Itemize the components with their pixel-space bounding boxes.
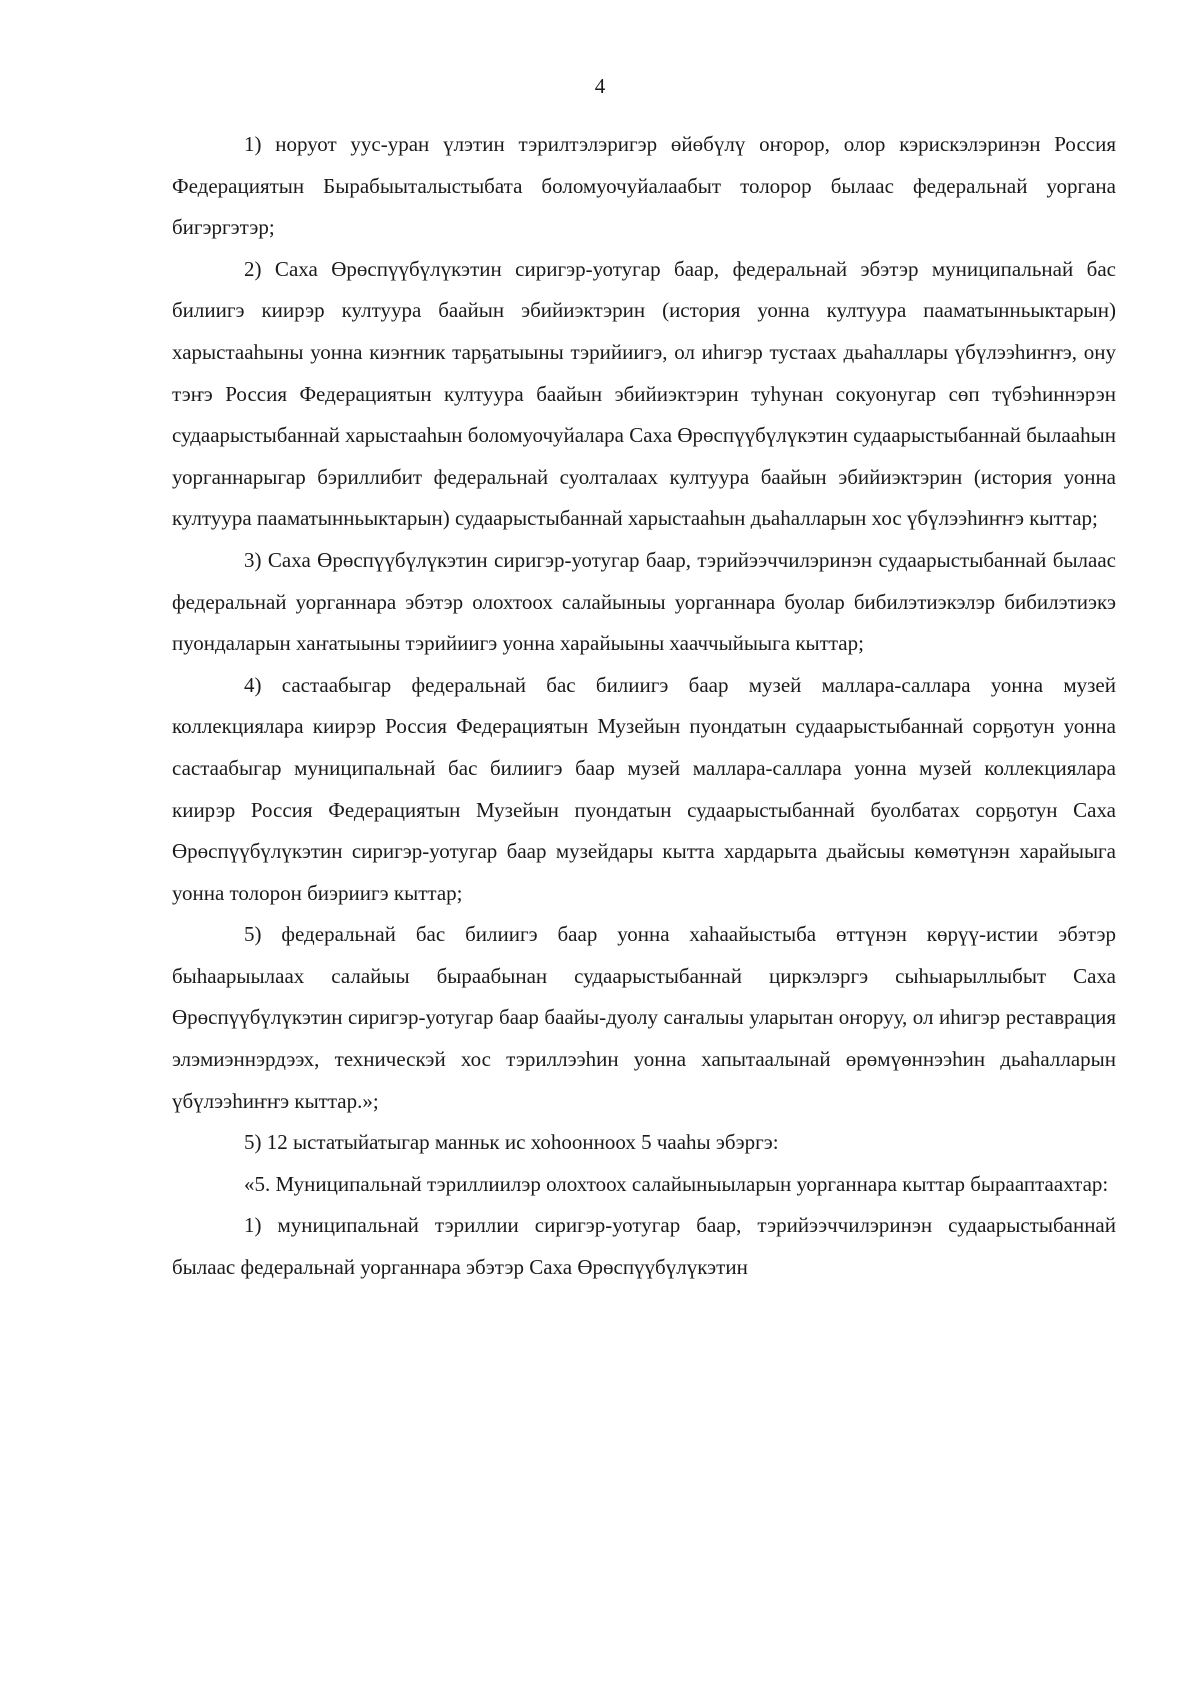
paragraph: 3) Саха Өрөспүүбүлүкэтин сиригэр-уотугар баар, тэрийээччилэринэн судаарыстыбаннай былаас федеральнай уорганнара эбэтэр олохтоох салайыныы уорганнара буолар бибилэтиэкэлэр бибилэтиэкэ пуондаларын хаҥатыыны тэрийиигэ уонна харайыыны хааччыйыыга кыттар; xyxy=(172,547,1116,656)
paragraph: 5) федеральнай бас билиигэ баар уонна хаһаайыстыба өттүнэн көрүү-истии эбэтэр быһаарыылаах салайыы быраабынан судаарыстыбаннай циркэлэргэ сыһыарыллыбыт Саха Өрөспүүбүлүкэтин сиригэр-уотугар баар баайы-дуолу саҥалыы уларытан оҥоруу, ол иһигэр реставрация элэмиэннэрдээх, техническэй хос тэриллээһин уонна хапытаалынай өрөмүөннээһин дьаһалларын үбүлээһиҥҥэ кыттар.»; xyxy=(172,922,1116,1113)
paragraph: 4) састаабыгар федеральнай бас билиигэ баар музей маллара-саллара уонна музей коллекциялара киирэр Россия Федерациятын Музейын пуондатын судаарыстыбаннай сорҕотун уонна састаабыгар муниципальнай бас билиигэ баар музей маллара-саллара уонна музей коллекциялара киирэр Россия Федерациятын Музейын пуондатын судаарыстыбаннай буолбатах сорҕотун Саха Өрөспүүбүлүкэтин сиригэр-уотугар баар музейдары кытта хардарыта дьайсыы көмөтүнэн харайыыга уонна толорон биэриигэ кыттар; xyxy=(172,672,1116,905)
document-body xyxy=(172,124,1116,1289)
page-number: 4 xyxy=(594,74,606,98)
paragraph: 1) муниципальнай тэриллии сиригэр-уотугар баар, тэрийээччилэринэн судаарыстыбаннай былаас федеральнай уорганнара эбэтэр Саха Өрөспүүбүлүкэтин xyxy=(172,1213,1116,1280)
paragraph: 5) 12 ыстатыйатыгар манньк ис хоһоонноох 5 чааһы эбэргэ: xyxy=(244,1130,779,1155)
paragraph: 2) Саха Өрөспүүбүлүкэтин сиригэр-уотугар баар, федеральнай эбэтэр муниципальнай бас билиигэ киирэр култуура баайын эбийиэктэрин (история уонна култуура пааматынньыктарын) харыстааһыны уонна киэҥник тарҕатыыны тэрийиигэ, ол иһигэр тустаах дьаһаллары үбүлээһиҥҥэ, ону тэҥэ Россия Федерациятын култуура баайын эбийиэктэрин туһунан сокуонугар сөп түбэһиннэрэн судаарыстыбаннай харыстааһын боломуочуйалара Саха Өрөспүүбүлүкэтин судаарыстыбаннай былааһын уорганнарыгар бэриллибит федеральнай суолталаах култуура баайын эбийиэктэрин (история уонна култуура пааматынньыктарын) судаарыстыбаннай харыстааһын дьаһалларын хос үбүлээһиҥҥэ кыттар; xyxy=(172,256,1116,531)
paragraph: «5. Муниципальнай тэриллиилэр олохтоох салайыныыларын уорганнара кыттар бырааптаахтар: xyxy=(244,1171,1109,1196)
paragraph: 1) норуот уус-уран үлэтин тэрилтэлэригэр өйөбүлү оҥорор, олор кэрискэлэринэн Россия Федерациятын Бырабыыталыстыбата боломуочуйалаабыт толорор былаас федеральнай уоргана бигэргэтэр; xyxy=(172,132,1116,240)
